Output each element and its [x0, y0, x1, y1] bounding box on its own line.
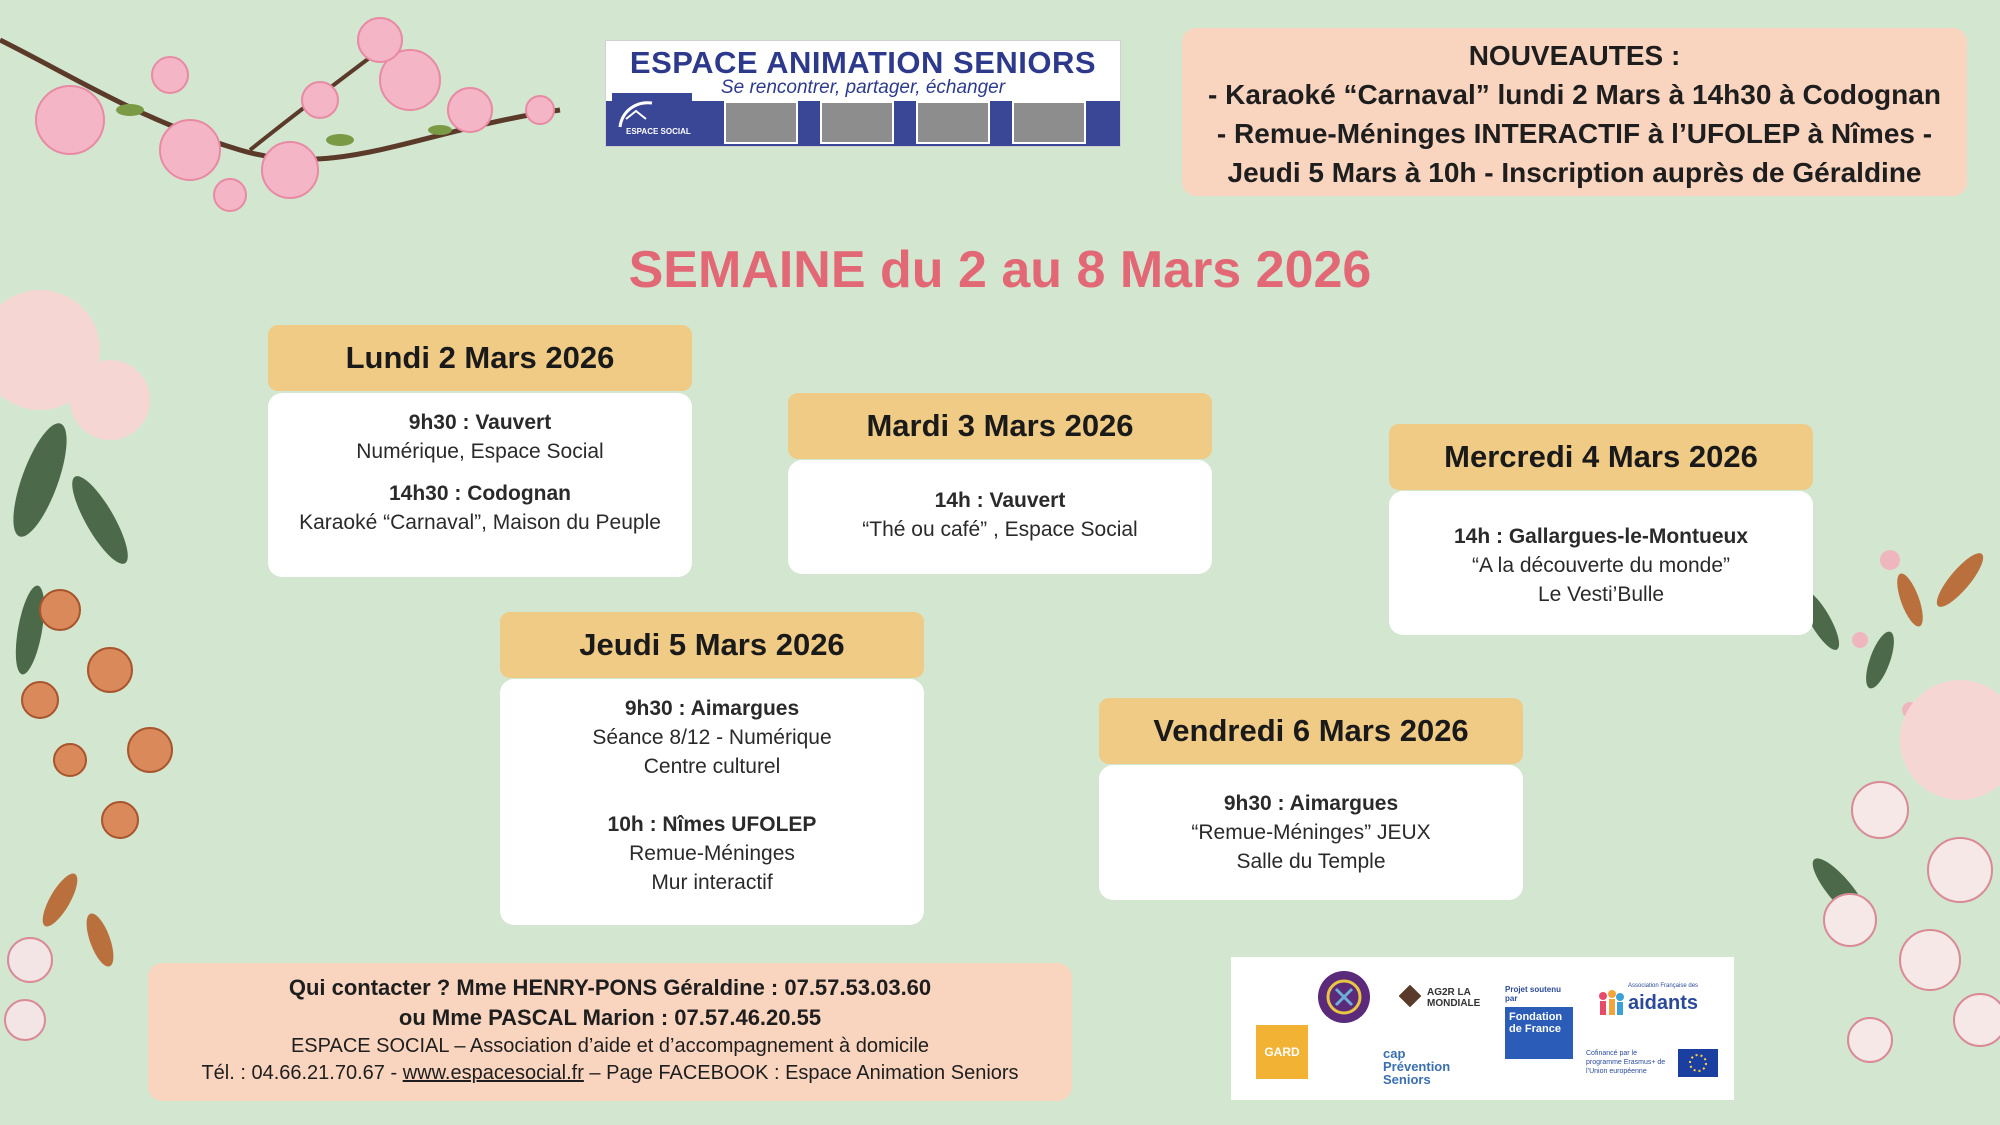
week-title [0, 240, 2000, 300]
event-place: Le Vesti’Bulle [1537, 583, 1665, 606]
week-title-text: SEMAINE du 2 au 8 Mars 2026 [628, 241, 1372, 299]
partners-logos: GARD AG2R LA MONDIALE cap Prévention Seniors Projet soutenu par Fondation de France Association Française des aidants Cofinancé par le programme Erasmus+ de l’Union européenne [1231, 957, 1734, 1100]
cap-prevention-logo: cap Prévention Seniors [1383, 1046, 1451, 1087]
house-icon [616, 97, 656, 131]
espace-social-badge [612, 93, 692, 143]
day-title-jeudi: Jeudi 5 Mars 2026 [579, 627, 845, 662]
contact-box [148, 963, 1072, 1101]
news-line-3: Jeudi 5 Mars à 10h - Inscription auprès de Géraldine [1227, 157, 1922, 188]
event-time: 10h : Nîmes UFOLEP [607, 813, 817, 836]
news-box [1182, 28, 1967, 196]
photo-3 [916, 101, 990, 144]
event-description: “A la découverte du monde” [1472, 554, 1730, 577]
day-header-mardi [788, 393, 1212, 459]
people-icon [1596, 989, 1624, 1017]
photo-2 [820, 101, 894, 144]
cherry-blossom-branch-top-left [0, 0, 570, 215]
contact-line-3: ESPACE SOCIAL – Association d’aide et d’accompagnement à domicile [290, 1035, 930, 1057]
day-title-lundi: Lundi 2 Mars 2026 [345, 340, 615, 375]
day-header-lundi [268, 325, 692, 391]
event-time: 9h30 : Aimargues [1223, 792, 1399, 815]
badge-label: ESPACE SOCIAL [626, 127, 691, 136]
day-title-mardi: Mardi 3 Mars 2026 [866, 408, 1134, 443]
purple-seal-logo [1316, 969, 1372, 1025]
event-description: “Remue-Méninges” JEUX [1191, 821, 1431, 844]
event-description: Remue-Méninges [629, 842, 795, 865]
logo-tagline: Se rencontrer, partager, échanger [720, 77, 1006, 98]
day-header-vendredi [1099, 698, 1523, 764]
day-title-mercredi: Mercredi 4 Mars 2026 [1444, 439, 1758, 474]
logo-title: ESPACE ANIMATION SENIORS [629, 45, 1097, 80]
event-time: 9h30 : Vauvert [408, 411, 552, 434]
contact-facebook: – Page FACEBOOK : Espace Animation Seniors [583, 1062, 1019, 1084]
event-place: Salle du Temple [1236, 850, 1386, 873]
event-time: 14h30 : Codognan [388, 482, 572, 505]
event-description: “Thé ou café” , Espace Social [862, 518, 1138, 541]
eu-flag-icon [1678, 1049, 1718, 1077]
day-card-mardi [788, 460, 1212, 574]
contact-line-4 [148, 1060, 1072, 1087]
day-header-mercredi [1389, 424, 1813, 490]
day-card-vendredi [1099, 765, 1523, 900]
news-line-2: - Remue-Méninges INTERACTIF à l’UFOLEP à Nîmes - [1216, 118, 1933, 149]
photo-4 [1012, 101, 1086, 144]
news-title: NOUVEAUTES : [1468, 40, 1681, 71]
gard-logo: GARD [1256, 1025, 1308, 1079]
event-place: Centre culturel [643, 755, 781, 778]
day-card-mercredi [1389, 491, 1813, 635]
event-time: 9h30 : Aimargues [624, 697, 800, 720]
fondation-de-france-logo: Projet soutenu par Fondation de France [1505, 985, 1573, 1069]
event-description: Séance 8/12 - Numérique [592, 726, 832, 749]
day-title-vendredi: Vendredi 6 Mars 2026 [1153, 713, 1469, 748]
photo-1 [724, 101, 798, 144]
event-place: Mur interactif [651, 871, 773, 894]
contact-line-1: Qui contacter ? Mme HENRY-PONS Géraldine : 07.57.53.03.60 [288, 975, 932, 1000]
ag2r-icon [1399, 985, 1421, 1007]
event-time: 14h : Vauvert [934, 489, 1066, 512]
event-time: 14h : Gallargues-le-Montueux [1453, 525, 1749, 548]
day-card-lundi [268, 393, 692, 577]
website-link[interactable]: www.espacesocial.fr [402, 1062, 584, 1084]
event-description: Numérique, Espace Social [356, 440, 604, 463]
event-description: Karaoké “Carnaval”, Maison du Peuple [299, 511, 661, 534]
day-card-jeudi [500, 679, 924, 925]
day-header-jeudi [500, 612, 924, 678]
news-line-1: - Karaoké “Carnaval” lundi 2 Mars à 14h30 à Codognan [1208, 79, 1941, 110]
contact-line-2: ou Mme PASCAL Marion : 07.57.46.20.55 [398, 1005, 822, 1030]
floral-decoration-left [0, 290, 230, 1070]
espace-animation-seniors-logo [605, 40, 1121, 147]
contact-tel: Tél. : 04.66.21.70.67 - [201, 1062, 403, 1084]
